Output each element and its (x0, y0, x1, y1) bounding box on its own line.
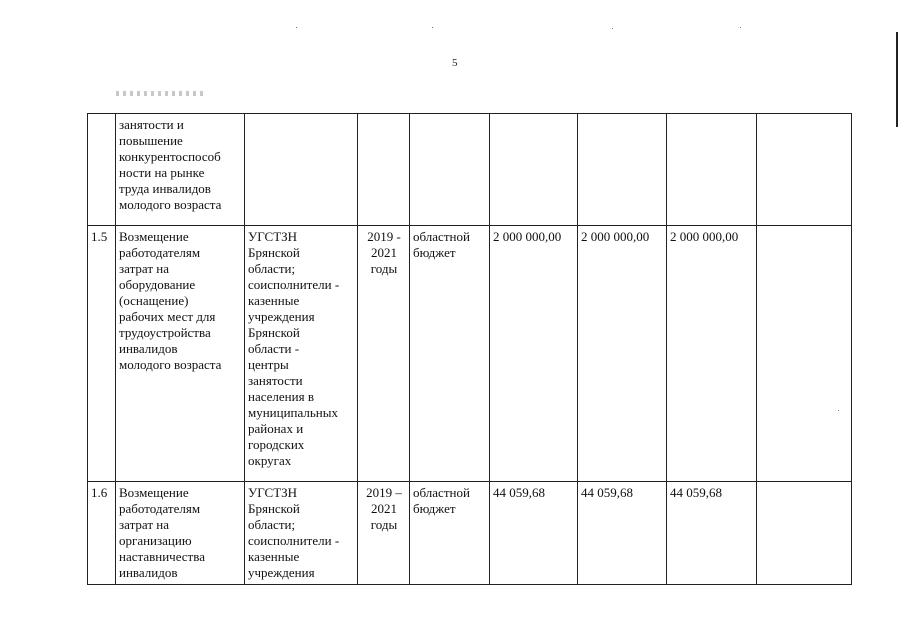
cell-period: 2019 - 2021 годы (358, 226, 410, 482)
cell-amount-2019 (490, 114, 578, 226)
cell-funding-source: областной бюджет (410, 482, 490, 585)
cell-amount-2019: 2 000 000,00 (490, 226, 578, 482)
cell-period (358, 114, 410, 226)
scan-edge-mark (896, 32, 898, 127)
page-number: 5 (452, 57, 458, 69)
cell-amount-2020: 2 000 000,00 (578, 226, 667, 482)
cell-extra (757, 482, 852, 585)
scan-artifact (116, 91, 206, 96)
cell-amount-2019: 44 059,68 (490, 482, 578, 585)
cell-amount-2020: 44 059,68 (578, 482, 667, 585)
scan-dot (296, 27, 297, 28)
cell-executor: УГСТЗН Брянской области; соисполнители - казенные учреждения Брянской области - центры занятости населения в муниципальных районах и городских округах (245, 226, 358, 482)
cell-number (88, 114, 116, 226)
cell-measure: занятости и повышение конкурентоспособ ности на рынке труда инвалидов молодого возраста (116, 114, 245, 226)
scan-dot (432, 27, 433, 28)
program-measures-table (87, 113, 852, 585)
cell-number: 1.6 (88, 482, 116, 585)
cell-executor: УГСТЗН Брянской области; соисполнители - казенные учреждения (245, 482, 358, 585)
cell-funding-source: областной бюджет (410, 226, 490, 482)
cell-measure: Возмещение работодателям затрат на оборудование (оснащение) рабочих мест для трудоустройства инвалидов молодого возраста (116, 226, 245, 482)
cell-amount-2021: 44 059,68 (667, 482, 757, 585)
cell-extra (757, 114, 852, 226)
cell-period: 2019 – 2021 годы (358, 482, 410, 585)
cell-extra (757, 226, 852, 482)
cell-number: 1.5 (88, 226, 116, 482)
table-row (88, 482, 852, 585)
cell-executor (245, 114, 358, 226)
table-row (88, 226, 852, 482)
table-row (88, 114, 852, 226)
cell-amount-2021 (667, 114, 757, 226)
scan-dot (612, 28, 613, 29)
cell-measure: Возмещение работодателям затрат на организацию наставничества инвалидов (116, 482, 245, 585)
scan-dot (740, 27, 741, 28)
cell-funding-source (410, 114, 490, 226)
cell-amount-2021: 2 000 000,00 (667, 226, 757, 482)
cell-amount-2020 (578, 114, 667, 226)
